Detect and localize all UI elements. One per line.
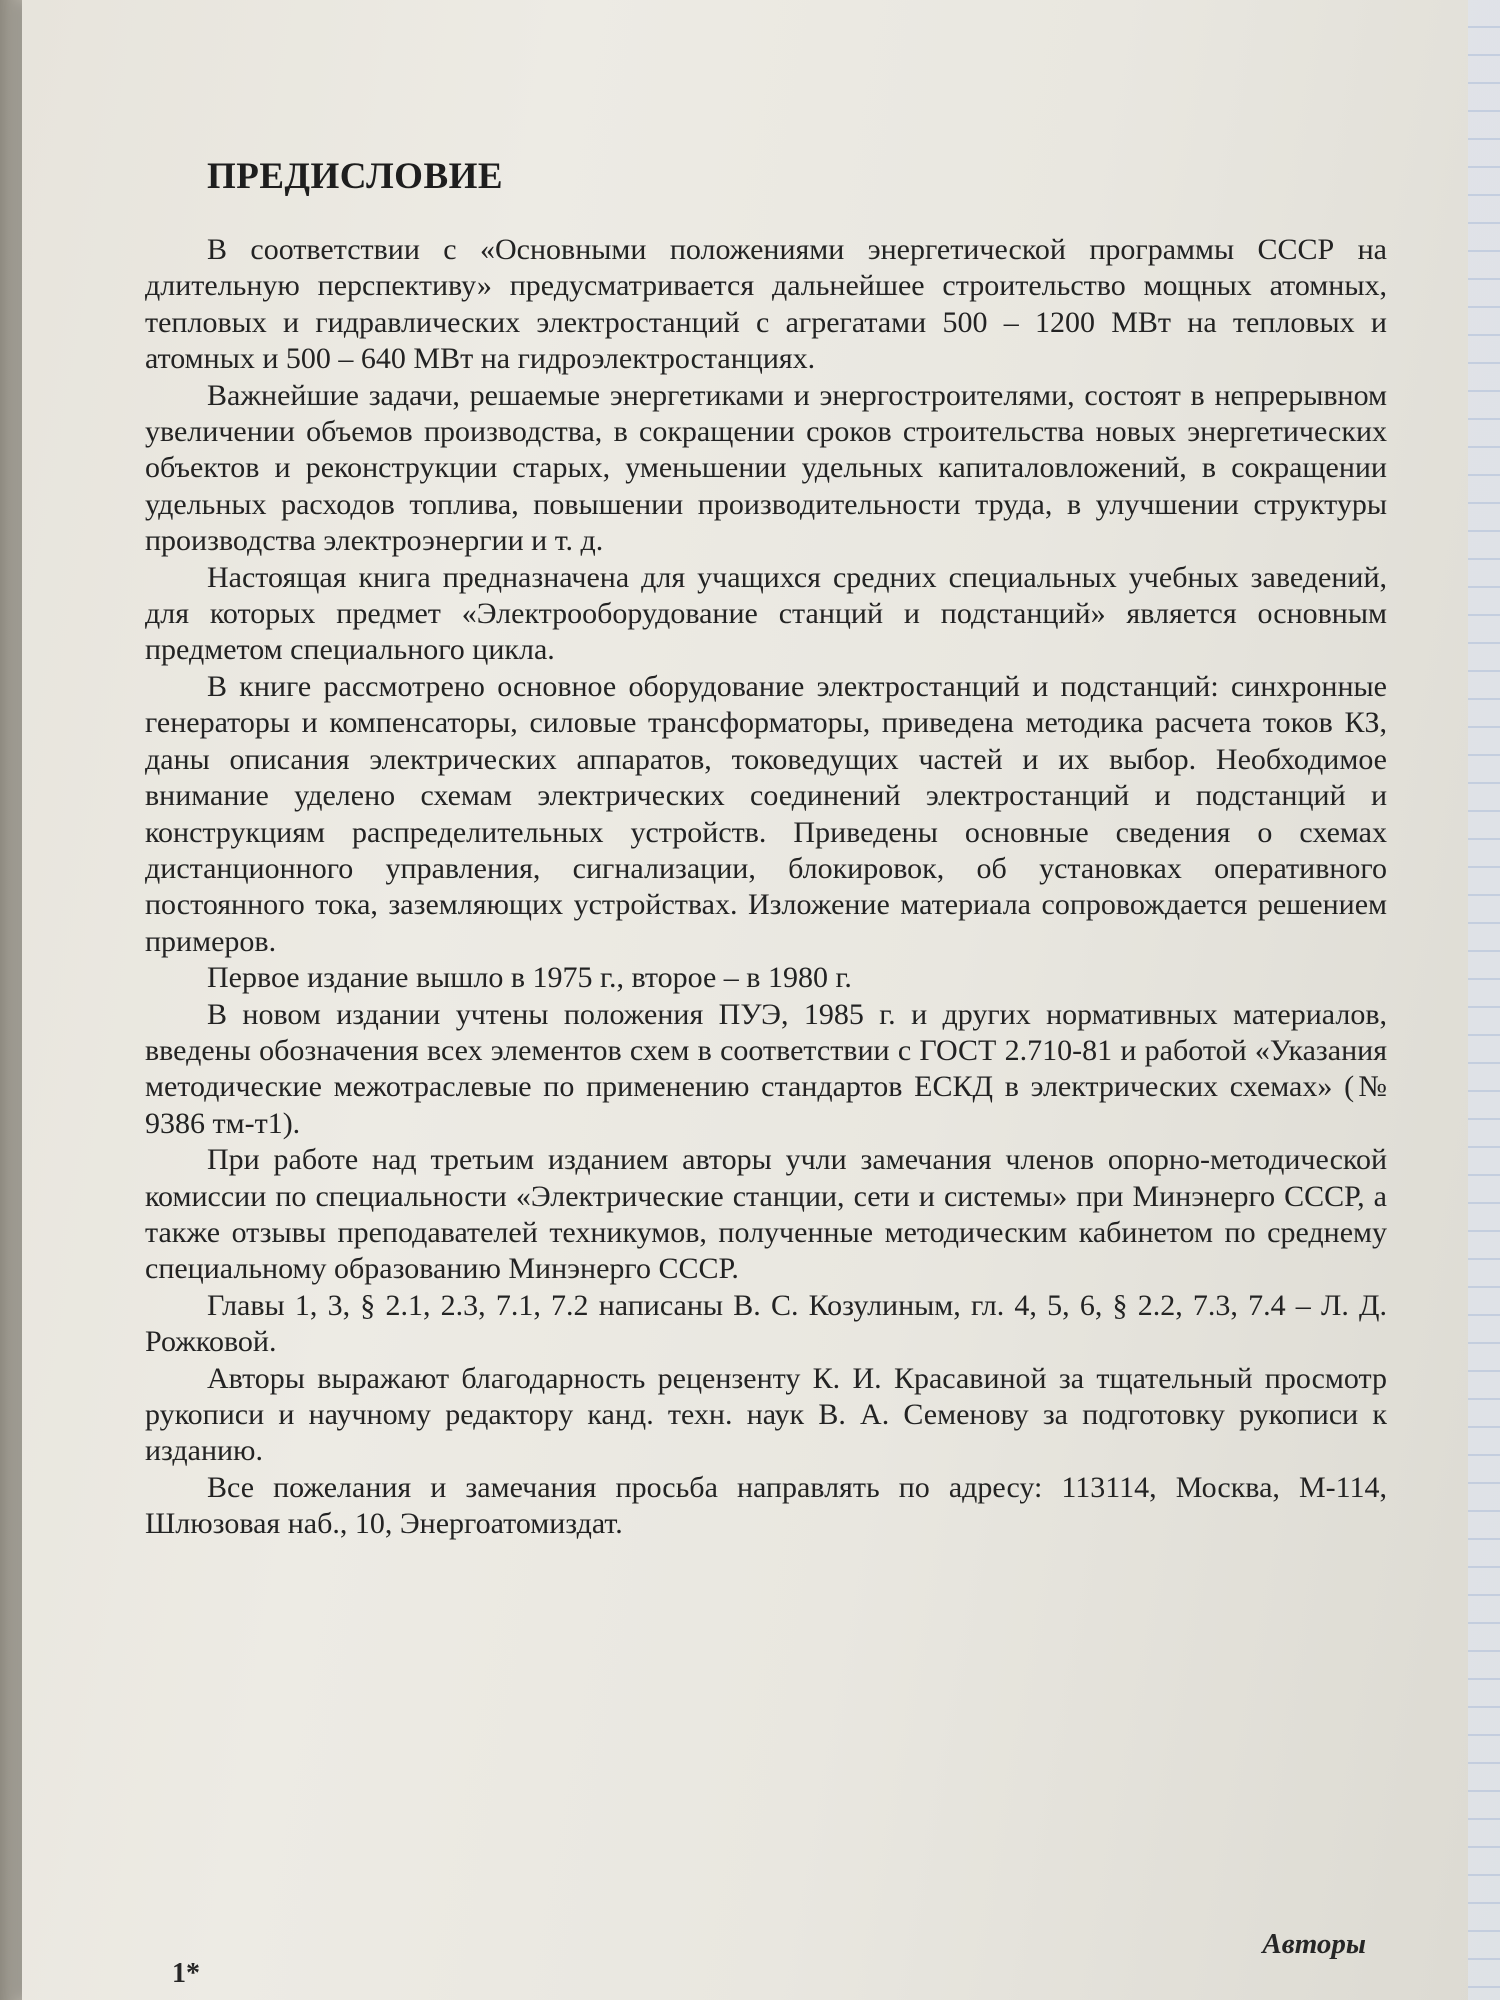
page-gutter-shadow [0, 0, 22, 2000]
paragraph: Авторы выражают благодарность рецензенту К. И. Красавиной за тщательный просмотр рукописи и научному редактору канд. техн. наук В. А. Семенову за подготовку рукописи к изданию. [145, 1361, 1387, 1468]
paragraph: В соответствии с «Основными положениями энергетической программы СССР на длительную перспективу» предусматривается дальнейшее строительство мощных атомных, тепловых и гидравлических электростанций с агрегатами 500 – 1200 МВт на тепловых и атомных и 500 – 640 МВт на гидроэлектростанциях. [145, 233, 1387, 376]
body-text [145, 232, 1387, 1543]
paragraph: При работе над третьим изданием авторы учли замечания членов опорно-методической комиссии по специальности «Электрические станции, сети и системы» при Минэнерго СССР, а также отзывы преподавателей техникумов, полученные методическим кабинетом по среднему специальному образованию Минэнерго СССР. [145, 1143, 1387, 1286]
paragraph: В новом издании учтены положения ПУЭ, 1985 г. и других нормативных материалов, введены обозначения всех элементов схем в соответствии с ГОСТ 2.710-81 и работой «Указания методические межотраслевые по применению стандартов ЕСКД в электрических схемах» (№ 9386 тм-т1). [145, 997, 1387, 1140]
paragraph: Первое издание вышло в 1975 г., второе – в 1980 г. [207, 961, 852, 995]
signature: Авторы [1262, 1928, 1366, 1960]
paragraph: Все пожелания и замечания просьба направлять по адресу: 113114, Москва, М-114, Шлюзовая наб., 10, Энергоатомиздат. [145, 1470, 1387, 1541]
paragraph: Главы 1, 3, § 2.1, 2.3, 7.1, 7.2 написаны В. С. Козулиным, гл. 4, 5, 6, § 2.2, 7.3, 7.4 – Л. Д. Рожковой. [145, 1288, 1387, 1359]
paragraph: В книге рассмотрено основное оборудование электростанций и подстанций: синхронные генераторы и компенсаторы, силовые трансформаторы, приведена методика расчета токов КЗ, даны описания электрических аппаратов, токоведущих частей и их выбор. Необходимое внимание уделено схемам электрических соединений электростанций и подстанций и конструкциям распределительных устройств. Приведены основные сведения о схемах дистанционного управления, сигнализации, блокировок, об установках оперативного постоянного тока, заземляющих устройствах. Изложение материала сопровождается решением примеров. [145, 669, 1387, 958]
paragraph: Настоящая книга предназначена для учащихся средних специальных учебных заведений, для которых предмет «Электрооборудование станций и подстанций» является основным предметом специального цикла. [145, 560, 1387, 667]
paragraph: Важнейшие задачи, решаемые энергетиками и энергостроителями, состоят в непрерывном увеличении объемов производства, в сокращении сроков строительства новых энергетических объектов и реконструкции старых, уменьшении удельных капиталовложений, в сокращении удельных расходов топлива, повышении производительности труда, в улучшении структуры производства электроэнергии и т. д. [145, 378, 1387, 558]
background-notebook-edge [1468, 0, 1500, 2000]
page-title: ПРЕДИСЛОВИЕ [207, 156, 504, 197]
page-number: 1* [172, 1958, 200, 1989]
